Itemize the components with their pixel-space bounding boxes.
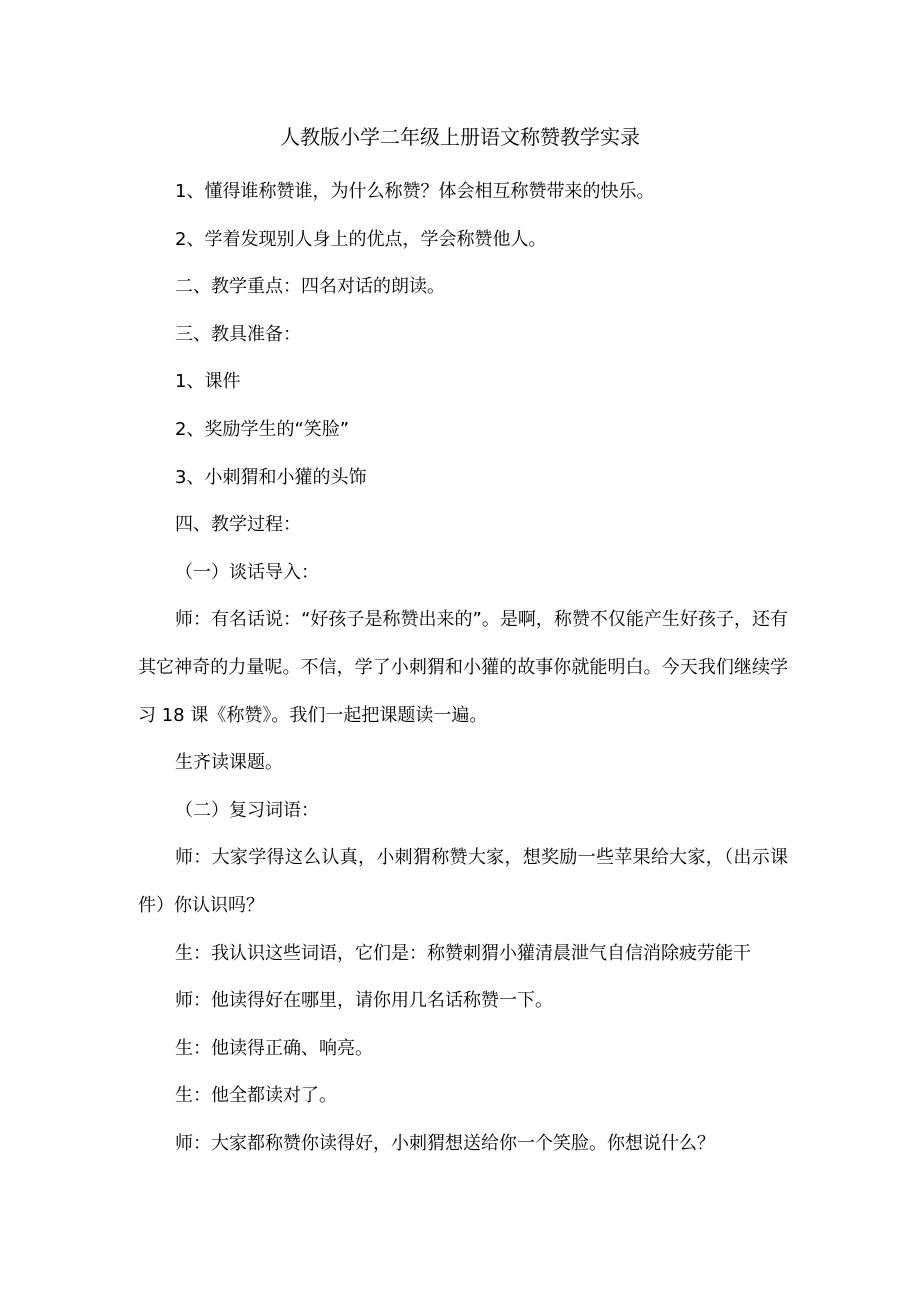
- paragraph-material-2: 2、奖励学生的“笑脸”: [175, 418, 350, 440]
- paragraph-student-correct: 生：他读得正确、响亮。: [175, 1037, 373, 1059]
- document-title: 人教版小学二年级上册语文称赞教学实录: [280, 125, 640, 149]
- paragraph-student-words: 生：我认识这些词语，它们是：称赞刺猬小獾清晨泄气自信消除疲劳能干: [175, 942, 751, 964]
- paragraph-material-3: 3、小刺猬和小獾的头饰: [175, 466, 367, 488]
- paragraph-section-2-heading: （二）复习词语：: [175, 799, 319, 821]
- paragraph-students-read: 生齐读课题。: [175, 752, 283, 774]
- paragraph-goal-2: 2、学着发现别人身上的优点，学会称赞他人。: [175, 228, 547, 250]
- paragraph-teacher-smile: 师：大家都称赞你读得好，小刺猬想送给你一个笑脸。你想说什么？: [175, 1132, 715, 1154]
- document-body: [138, 168, 788, 1167]
- paragraph-key-point: 二、教学重点：四名对话的朗读。: [175, 276, 445, 298]
- paragraph-material-1: 1、课件: [175, 371, 241, 393]
- paragraph-process-heading: 四、教学过程：: [175, 514, 301, 536]
- paragraph-teacher-apples: 师：大家学得这么认真，小刺猬称赞大家，想奖励一些苹果给大家，（出示课件）你认识吗？: [138, 847, 788, 916]
- paragraph-teacher-intro: 师：有名话说：“好孩子是称赞出来的”。是啊，称赞不仅能产生好孩子，还有其它神奇的力量呢。不信，学了小刺猬和小獾的故事你就能明白。今天我们继续学习 18 课《称赞》。我们一起把课题读一遍。: [138, 609, 788, 726]
- paragraph-student-all-right: 生：他全都读对了。: [175, 1085, 337, 1107]
- paragraph-teacher-praise: 师：他读得好在哪里，请你用几名话称赞一下。: [175, 990, 553, 1012]
- paragraph-goal-1: 1、懂得谁称赞谁，为什么称赞？体会相互称赞带来的快乐。: [175, 181, 655, 202]
- paragraph-materials-heading: 三、教具准备：: [175, 323, 301, 345]
- paragraph-section-1-heading: （一）谈话导入：: [175, 561, 319, 583]
